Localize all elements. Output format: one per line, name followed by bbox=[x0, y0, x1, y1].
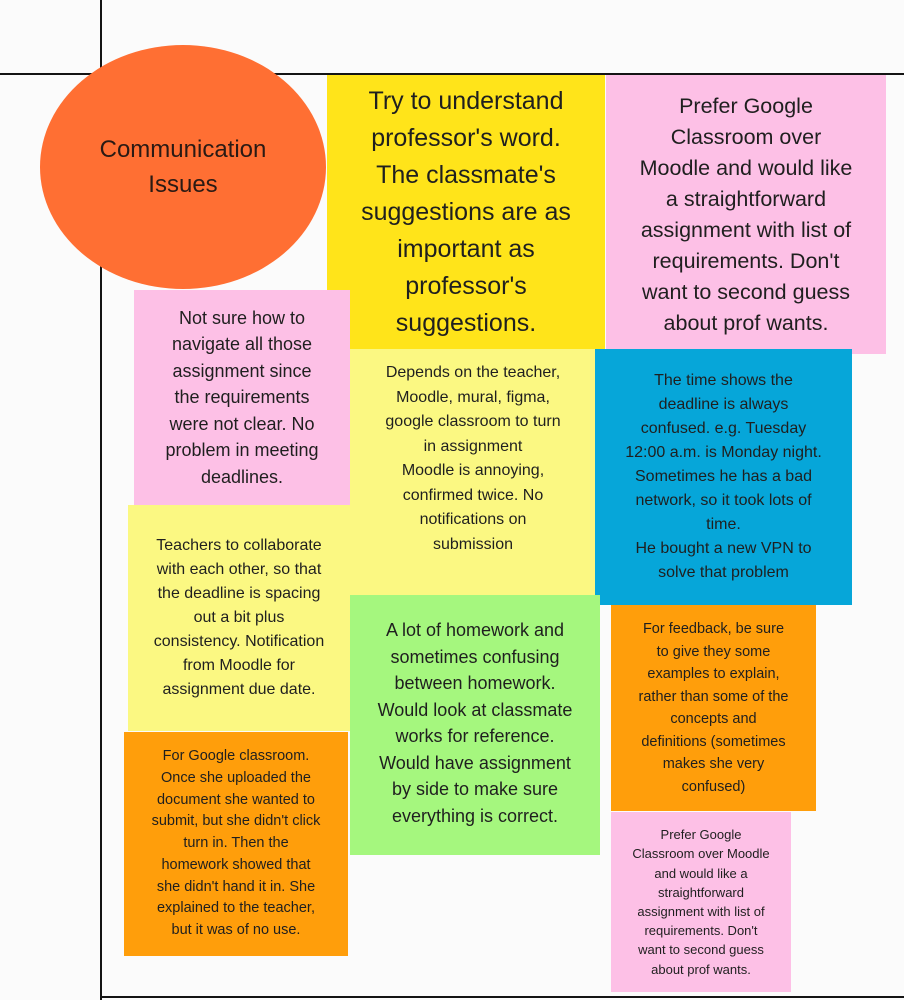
sticky-note-text: Not sure how to navigate all those assignment since the requirements were not clear. No problem in meeting deadlines. bbox=[165, 307, 319, 487]
sticky-note-text: Teachers to collaborate with each other, so that the deadline is spacing out a bit plus consistency. Notification from Moodle for assignment due date. bbox=[153, 537, 325, 698]
sticky-note-navigate-assignments[interactable] bbox=[134, 290, 350, 505]
sticky-note-text: A lot of homework and sometimes confusing between homework. Would look at classmate works for reference. Would have assignment by side to make sure everything is correct. bbox=[377, 620, 573, 826]
sticky-note-text: For Google classroom. Once she uploaded the document she wanted to submit, but she didn't click turn in. Then the homework showed that she didn't hand it in. She explained to the teacher, but it was of no use. bbox=[151, 748, 321, 938]
sticky-note-text: For feedback, be sure to give they some examples to explain, rather than some of the concepts and definitions (sometimes makes she very confused) bbox=[638, 621, 789, 795]
cluster-title-circle[interactable] bbox=[40, 45, 326, 289]
sticky-note-understand-professor[interactable] bbox=[327, 75, 605, 349]
sticky-note-prefer-google-classroom-small[interactable] bbox=[611, 812, 791, 992]
sticky-note-text: Prefer Google Classroom over Moodle and would like a straightforward assignment with list of requirements. Don't want to second guess about prof wants. bbox=[639, 93, 853, 335]
sticky-note-prefer-google-classroom-large[interactable] bbox=[606, 75, 886, 354]
sticky-note-google-classroom-upload[interactable] bbox=[124, 732, 348, 956]
sticky-note-text: Prefer Google Classroom over Moodle and would like a straightforward assignment with list of requirements. Don't want to second guess about prof wants. bbox=[632, 827, 770, 977]
sticky-note-teachers-collaborate[interactable] bbox=[128, 505, 350, 731]
frame-line-bottom bbox=[100, 996, 904, 998]
sticky-note-deadline-time-confusion[interactable] bbox=[595, 349, 852, 605]
sticky-note-feedback-examples[interactable] bbox=[611, 605, 816, 811]
sticky-note-text: The time shows the deadline is always confused. e.g. Tuesday 12:00 a.m. is Monday night. Sometimes he has a bad network, so it took lots of time. He bought a new VPN to solve that problem bbox=[625, 372, 822, 581]
cluster-title: Communication Issues bbox=[99, 136, 267, 198]
sticky-note-text: Try to understand professor's word. The classmate's suggestions are as important as professor's suggestions. bbox=[361, 86, 571, 337]
sticky-note-lot-of-homework[interactable] bbox=[350, 595, 600, 855]
sticky-note-depends-on-teacher[interactable] bbox=[350, 349, 596, 595]
sticky-note-text: Depends on the teacher, Moodle, mural, figma, google classroom to turn in assignment Moodle is annoying, confirmed twice. No notifications on submission bbox=[385, 364, 561, 553]
